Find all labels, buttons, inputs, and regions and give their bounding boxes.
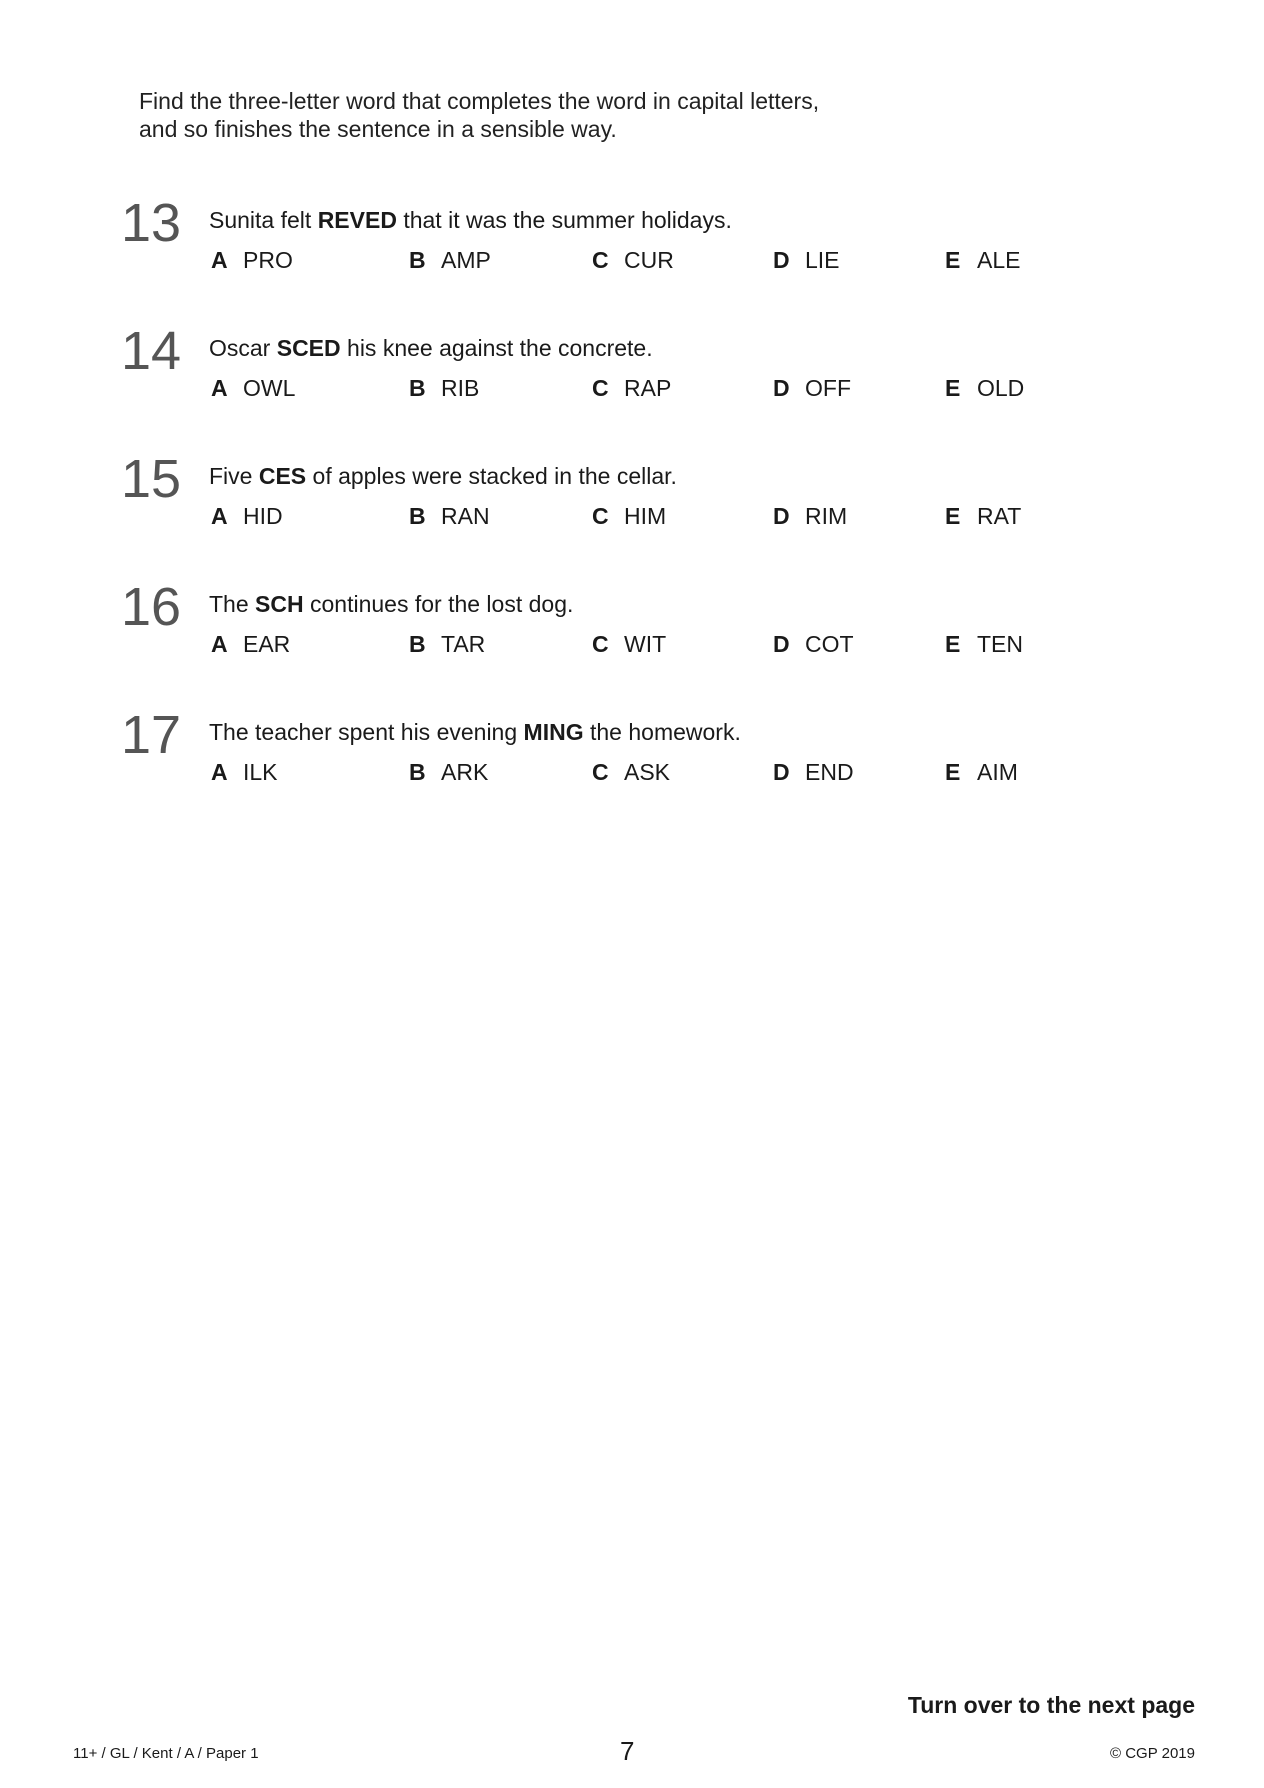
option-letter: C	[592, 375, 609, 401]
answer-option-e[interactable]	[945, 374, 1024, 402]
answer-option-b[interactable]	[409, 630, 485, 658]
question-14	[0, 321, 1264, 434]
answer-option-a[interactable]	[211, 630, 290, 658]
answer-option-d[interactable]	[773, 502, 847, 530]
option-letter: D	[773, 631, 790, 657]
option-letter: B	[409, 631, 426, 657]
option-letter: E	[945, 247, 961, 273]
sentence-start: Oscar	[209, 335, 277, 361]
instructions-line-1: Find the three-letter word that completes the word in capital letters,	[139, 88, 820, 114]
sentence-end: his knee against the concrete.	[340, 335, 653, 361]
answer-option-b[interactable]	[409, 374, 479, 402]
sentence-start: The teacher spent his evening	[209, 719, 524, 745]
question-number: 16	[121, 577, 182, 637]
question-15	[0, 449, 1264, 562]
option-word: PRO	[243, 247, 293, 273]
option-letter: B	[409, 503, 426, 529]
copyright: © CGP 2019	[1110, 1745, 1195, 1762]
answer-option-c[interactable]	[592, 246, 674, 274]
sentence-start: The	[209, 591, 256, 617]
question-sentence	[209, 590, 573, 618]
answer-option-c[interactable]	[592, 758, 670, 786]
capital-word: SCH	[255, 591, 304, 617]
answer-option-a[interactable]	[211, 758, 278, 786]
question-number: 13	[121, 193, 182, 253]
answer-option-e[interactable]	[945, 630, 1023, 658]
option-word: COT	[805, 631, 854, 657]
answer-option-c[interactable]	[592, 502, 666, 530]
answer-option-a[interactable]	[211, 246, 293, 274]
option-word: RAT	[977, 503, 1022, 529]
option-word: HID	[243, 503, 283, 529]
sentence-end: continues for the lost dog.	[303, 591, 574, 617]
option-letter: A	[211, 375, 228, 401]
option-word: RAP	[624, 375, 672, 401]
option-letter: B	[409, 759, 426, 785]
question-sentence	[209, 718, 741, 746]
option-letter: D	[773, 375, 790, 401]
option-word: RIB	[441, 375, 480, 401]
option-word: OFF	[805, 375, 851, 401]
option-letter: A	[211, 631, 228, 657]
option-letter: C	[592, 631, 609, 657]
answer-option-e[interactable]	[945, 758, 1018, 786]
option-letter: E	[945, 503, 961, 529]
option-word: CUR	[624, 247, 674, 273]
option-letter: D	[773, 759, 790, 785]
option-word: HIM	[624, 503, 667, 529]
option-letter: B	[409, 247, 426, 273]
capital-word: REVED	[317, 207, 397, 233]
turn-over-note: Turn over to the next page	[907, 1692, 1195, 1718]
option-letter: C	[592, 503, 609, 529]
sentence-end: of apples were stacked in the cellar.	[306, 463, 677, 489]
instructions-line-2: and so finishes the sentence in a sensible way.	[139, 116, 617, 142]
answer-option-d[interactable]	[773, 758, 854, 786]
option-word: OWL	[243, 375, 296, 401]
capital-word: SCED	[276, 335, 341, 361]
question-17	[0, 705, 1264, 818]
option-letter: A	[211, 759, 228, 785]
answer-option-c[interactable]	[592, 374, 671, 402]
option-letter: C	[592, 247, 609, 273]
option-letter: A	[211, 247, 228, 273]
option-letter: E	[945, 759, 961, 785]
answer-option-b[interactable]	[409, 758, 488, 786]
option-letter: E	[945, 631, 961, 657]
answer-option-a[interactable]	[211, 502, 283, 530]
answer-option-b[interactable]	[409, 246, 491, 274]
option-letter: A	[211, 503, 228, 529]
capital-word: CES	[258, 463, 307, 489]
question-number: 15	[121, 449, 182, 509]
answer-option-e[interactable]	[945, 502, 1021, 530]
question-number: 17	[121, 705, 182, 765]
option-word: ILK	[243, 759, 278, 785]
sentence-start: Sunita felt	[209, 207, 318, 233]
answer-option-b[interactable]	[409, 502, 490, 530]
question-sentence	[209, 462, 677, 490]
answer-option-d[interactable]	[773, 246, 840, 274]
answer-option-d[interactable]	[773, 630, 854, 658]
sentence-end: that it was the summer holidays.	[396, 207, 732, 233]
answer-option-a[interactable]	[211, 374, 295, 402]
question-sentence	[209, 206, 732, 234]
option-word: RIM	[805, 503, 848, 529]
option-word: AMP	[441, 247, 491, 273]
option-letter: D	[773, 247, 790, 273]
paper-code: 11+ / GL / Kent / A / Paper 1	[73, 1745, 259, 1762]
option-word: RAN	[441, 503, 490, 529]
option-word: ARK	[441, 759, 489, 785]
page-number: 7	[620, 1736, 635, 1766]
option-word: END	[805, 759, 854, 785]
option-letter: C	[592, 759, 609, 785]
instructions	[139, 87, 1039, 143]
option-word: ASK	[624, 759, 671, 785]
option-word: OLD	[977, 375, 1025, 401]
option-word: ALE	[977, 247, 1021, 273]
option-letter: D	[773, 503, 790, 529]
option-word: AIM	[977, 759, 1018, 785]
sentence-end: the homework.	[583, 719, 741, 745]
question-number: 14	[121, 321, 182, 381]
option-word: TAR	[441, 631, 486, 657]
question-16	[0, 577, 1264, 690]
answer-option-c[interactable]	[592, 630, 666, 658]
question-sentence	[209, 334, 653, 362]
option-word: LIE	[805, 247, 840, 273]
option-word: TEN	[977, 631, 1023, 657]
answer-option-d[interactable]	[773, 374, 851, 402]
option-word: WIT	[624, 631, 667, 657]
option-letter: B	[409, 375, 426, 401]
option-word: EAR	[243, 631, 291, 657]
option-letter: E	[945, 375, 961, 401]
sentence-start: Five	[209, 463, 259, 489]
capital-word: MING	[523, 719, 584, 745]
question-13	[0, 193, 1264, 306]
answer-option-e[interactable]	[945, 246, 1020, 274]
